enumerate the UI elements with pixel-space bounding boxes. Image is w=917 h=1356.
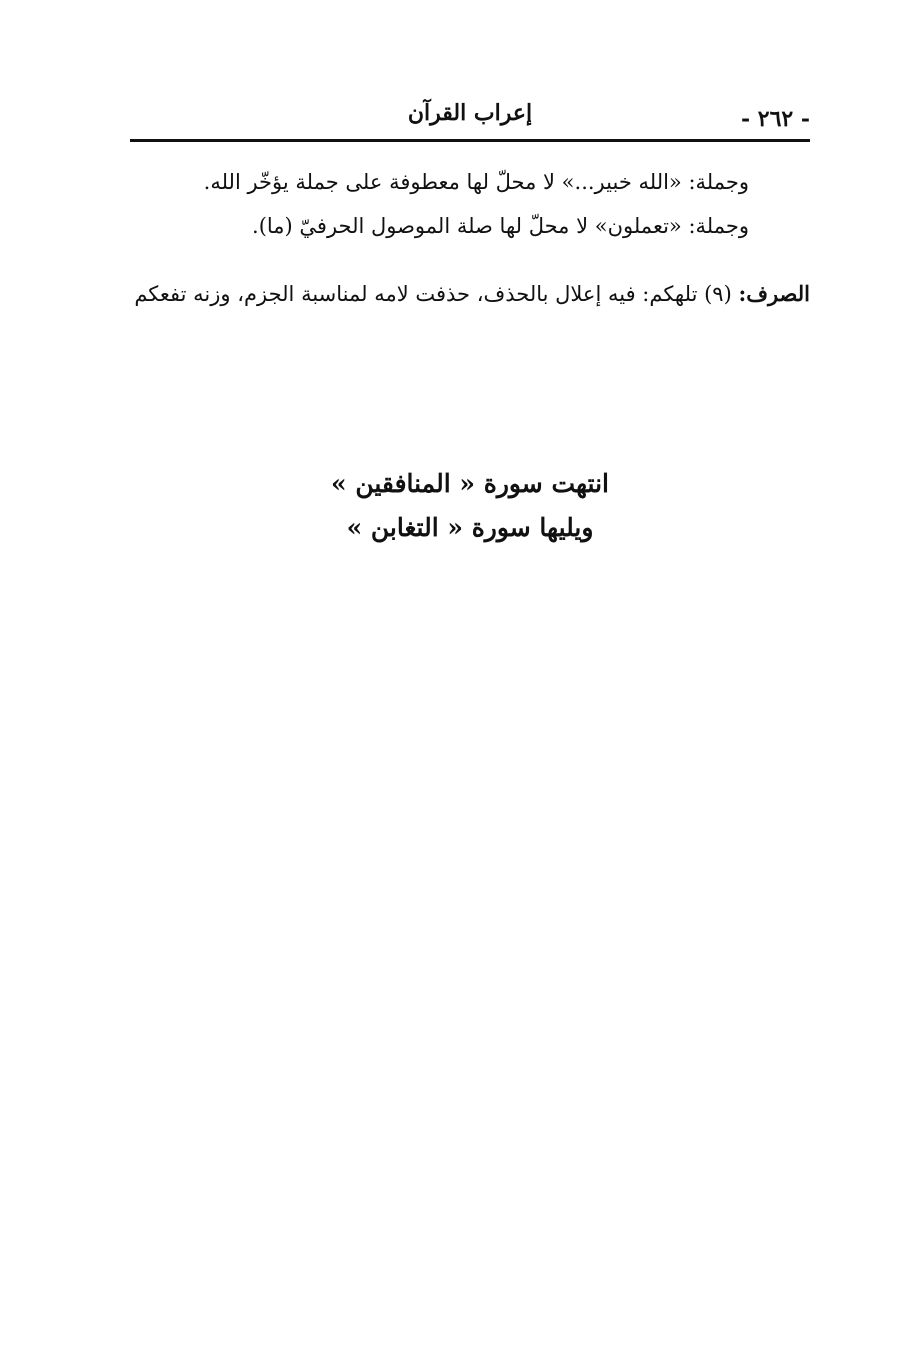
next-surah-notice: ويليها سورة « التغابن » <box>346 513 594 542</box>
running-title: إعراب القرآن <box>407 100 533 126</box>
sarf-text: (٩) تلهكم: فيه إعلال بالحذف، حذفت لامه لمناسبة الجزم، وزنه تفعكم <box>134 282 739 306</box>
sarf-paragraph <box>134 273 810 315</box>
text-line-1: وجملة: «الله خبير...» لا محلّ لها معطوفة على جملة يؤخّر الله. <box>203 170 749 194</box>
page-number: - ٢٦٢ - <box>740 106 810 132</box>
surah-end-notice: انتهت سورة « المنافقين » <box>331 469 609 498</box>
sarf-label: الصرف: <box>738 281 810 306</box>
page-header <box>130 96 810 136</box>
text-line-2: وجملة: «تعملون» لا محلّ لها صلة الموصول الحرفيّ (ما). <box>252 214 749 238</box>
header-divider <box>130 139 810 142</box>
